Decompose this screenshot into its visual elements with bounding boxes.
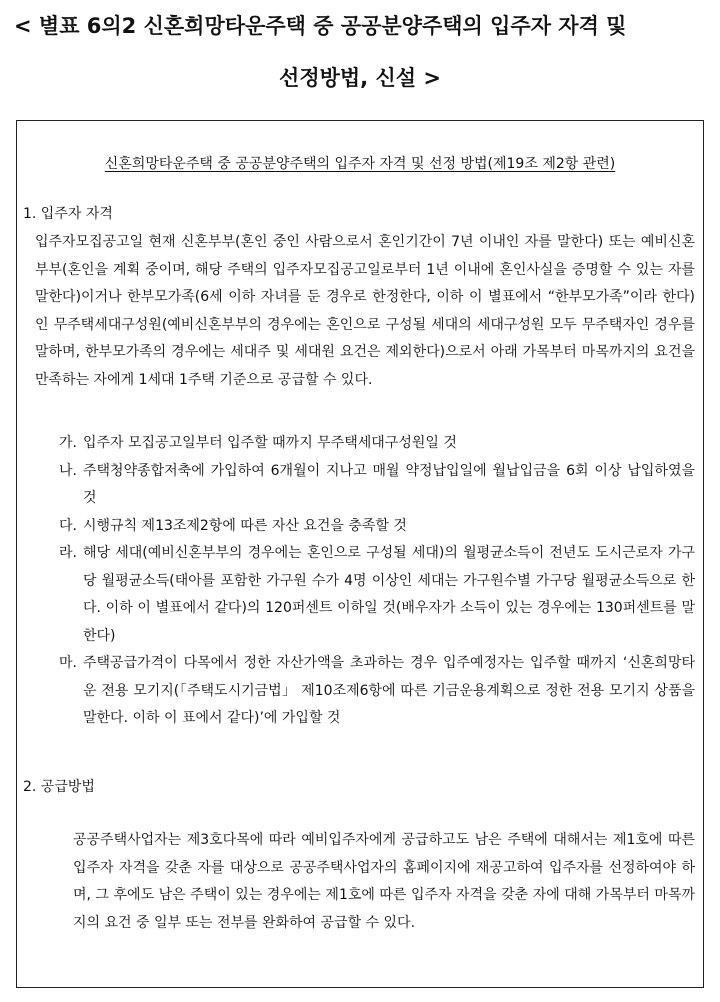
item-marker: 라. [59,545,77,561]
list-item [59,650,695,733]
item-text: 주택공급가격이 다목에서 정한 자산가액을 초과하는 경우 입주예정자는 입주할 때까지 ‘신혼희망타운 전용 모기지(「주택도시기금법」 제10조제6항에 따른 기금운용계획으로 정한 전용 모기지 상품을 말한다. 이하 이 표에서 같다)’에 가입할 것 [83,655,695,726]
item-text: 주택청약종합저축에 가입하여 6개월이 지나고 매월 약정납입일에 월납입금을 6회 이상 납입하였을 것 [83,462,695,506]
item-text: 입주자 모집공고일부터 입주할 때까지 무주택세대구성원일 것 [83,435,457,451]
item-marker: 마. [59,655,77,671]
item-marker: 가. [59,435,77,451]
page-title-line1: < 별표 6의2 신혼희망타운주택 중 공공분양주택의 입주자 자격 및 [14,14,627,38]
section-1-title: 1. 입주자 자격 [23,206,113,222]
list-item [59,430,695,458]
section-2-body: 공공주택사업자는 제3호다목에 따라 예비입주자에게 공급하고도 남은 주택에 대해서는 제1호에 따른 입주자 자격을 갖춘 자를 대상으로 공공주택사업자의 홈페이지에 재공고하여 입주자를 선정하여야 하며, 그 후에도 남은 주택이 있는 경우에는 제1호에 따른 입주자 자격을 갖춘 자에 대해 가목부터 마목까지의 요건 중 일부 또는 전부를 완화하여 공급할 수 있다. [73,832,695,931]
section-1-body: 입주자모집공고일 현재 신혼부부(혼인 중인 사람으로서 혼인기간이 7년 이내인 자를 말한다) 또는 예비신혼부부(혼인을 계획 중이며, 해당 주택의 입주자모집공고일로부터 1년 이내에 혼인사실을 증명할 수 있는 자를 말한다)이거나 한부모가족(6세 이하 자녀를 둔 경우로 한정한다, 이하 이 별표에서 “한부모가족”이라 한다)인 무주택세대구성원(예비신혼부부의 경우에는 혼인으로 구성될 세대의 세대구성원 모두 무주택자인 경우를 말하며, 한부모가족의 경우에는 세대주 및 세대원 요건은 제외한다)으로서 아래 가목부터 마목까지의 요건을 만족하는 자에게 1세대 1주택 기준으로 공급할 수 있다. [35,234,695,388]
page-title-line2: 선정방법, 신설 > [279,66,441,90]
list-item [59,513,695,541]
annex-heading: 신혼희망타운주택 중 공공분양주택의 입주자 자격 및 선정 방법(제19조 제2항 관련) [104,156,616,172]
list-item [59,458,695,513]
section-2-title: 2. 공급방법 [23,779,95,795]
item-text: 시행규칙 제13조제2항에 따른 자산 요건을 충족할 것 [83,517,407,534]
annex-box [16,120,704,988]
requirement-list [59,430,695,733]
list-item [59,540,695,650]
item-marker: 다. [59,517,77,534]
item-marker: 나. [59,462,77,479]
item-text: 해당 세대(예비신혼부부의 경우에는 혼인으로 구성될 세대)의 월평균소득이 전년도 도시근로자 가구당 월평균소득(태아를 포함한 가구원 수가 4명 이상인 세대는 가구원수별 가구당 월평균소득으로 한다. 이하 이 별표에서 같다)의 120퍼센트 이하일 것(배우자가 소득이 있는 경우에는 130퍼센트를 말한다) [83,545,695,644]
